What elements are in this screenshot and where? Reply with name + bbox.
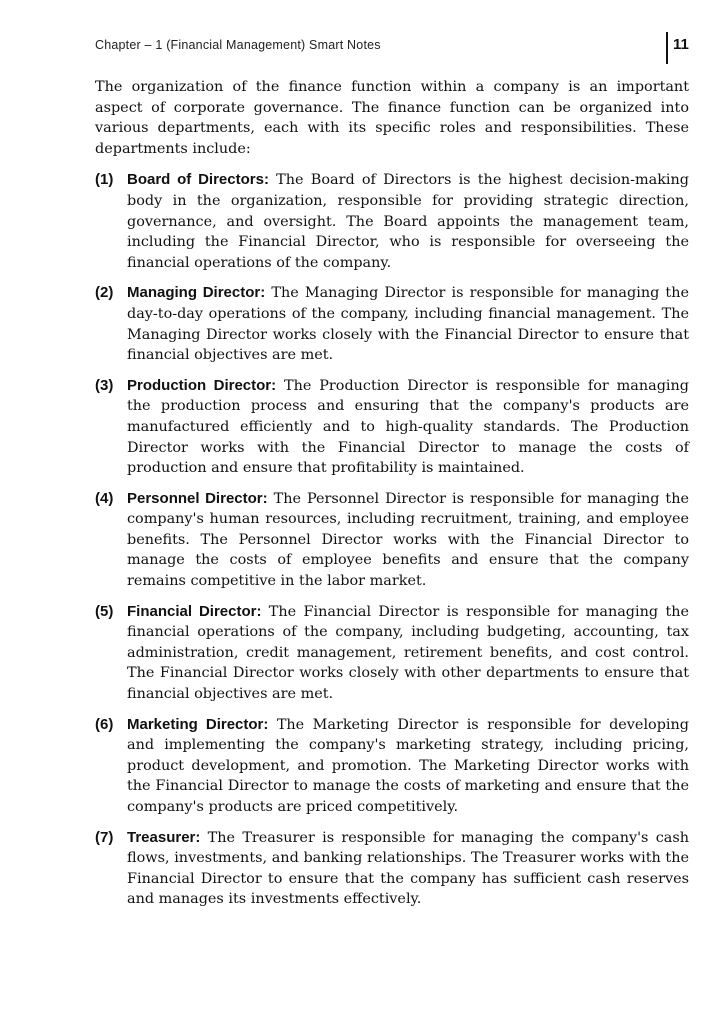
list-item-body bbox=[127, 283, 689, 365]
list-item-number: (6) bbox=[95, 715, 114, 733]
list-item-term: Financial Director: bbox=[127, 602, 262, 620]
list-item-term: Production Director: bbox=[127, 376, 277, 394]
list-item-text: The Financial Director is responsible for managing the financial operations of the company, including budgeting, accounting, tax administration, credit management, retirement benefits, and cost control. The Financial Director works closely with other departments to ensure that financial objectives are met. bbox=[127, 603, 690, 703]
list-item-financial-director bbox=[95, 602, 689, 705]
list-item-number: (4) bbox=[95, 489, 114, 507]
list-item-production-director bbox=[95, 376, 689, 479]
list-item-board-of-directors bbox=[95, 170, 689, 273]
list-item-number: (1) bbox=[95, 171, 114, 189]
list-item-text: The Managing Director is responsible for managing the day-to-day operations of the company, including financial management. The Managing Director works closely with the Financial Director to ensure that financial objectives are met. bbox=[127, 285, 689, 364]
list-item-term: Marketing Director: bbox=[127, 715, 269, 733]
list-item-term: Board of Directors: bbox=[127, 171, 269, 189]
running-header-title: Chapter – 1 (Financial Management) Smart Notes bbox=[95, 38, 381, 52]
header-divider bbox=[666, 32, 668, 64]
list-item-number: (7) bbox=[95, 828, 114, 846]
list-item-body bbox=[127, 602, 689, 705]
list-item-text: The Treasurer is responsible for managing the company's cash flows, investments, and banking relationships. The Treasurer works with the Financial Director to ensure that the company has sufficient cash reserves and manages its investments effectively. bbox=[127, 829, 689, 908]
page-content bbox=[95, 77, 689, 920]
list-item-marketing-director bbox=[95, 715, 689, 818]
list-item-term: Managing Director: bbox=[127, 284, 266, 302]
list-item-text: The Board of Directors is the highest decision-making body in the organization, responsible for providing strategic direction, governance, and oversight. The Board appoints the management team, including the Financial Director, who is responsible for overseeing the financial operations of the company. bbox=[127, 172, 689, 271]
list-item-text: The Marketing Director is responsible for developing and implementing the company's marketing strategy, including pricing, product development, and promotion. The Marketing Director works with the Financial Director to manage the costs of marketing and ensure that the company's products are priced competitively. bbox=[127, 716, 690, 815]
list-item-personnel-director bbox=[95, 489, 689, 592]
list-item-managing-director bbox=[95, 283, 689, 365]
list-item-number: (2) bbox=[95, 284, 114, 302]
list-item-treasurer bbox=[95, 828, 689, 910]
intro-paragraph: The organization of the finance function within a company is an important aspect of corporate governance. The finance function can be organized into various departments, each with its specific roles and responsibilities. These departments include: bbox=[95, 79, 689, 157]
list-item-number: (3) bbox=[95, 376, 114, 394]
list-item-body bbox=[127, 828, 689, 910]
page-header bbox=[95, 38, 689, 66]
list-item-term: Treasurer: bbox=[127, 828, 201, 846]
list-item-text: The Production Director is responsible for managing the production process and ensuring that the company's products are manufactured efficiently and to high-quality standards. The Production Director works with the Financial Director to manage the costs of production and ensure that profitability is maintained. bbox=[127, 377, 689, 477]
list-item-text: The Personnel Director is responsible for managing the company's human resources, including recruitment, training, and employee benefits. The Personnel Director works with the Financial Director to manage the costs of employee benefits and ensure that the company remains competitive in the labor market. bbox=[127, 490, 689, 590]
list-item-body bbox=[127, 489, 689, 592]
list-item-body bbox=[127, 715, 689, 818]
list-item-body bbox=[127, 376, 689, 479]
page-number: 11 bbox=[673, 36, 689, 53]
list-item-term: Personnel Director: bbox=[127, 489, 268, 507]
list-item-body bbox=[127, 170, 689, 273]
list-item-number: (5) bbox=[95, 602, 114, 620]
